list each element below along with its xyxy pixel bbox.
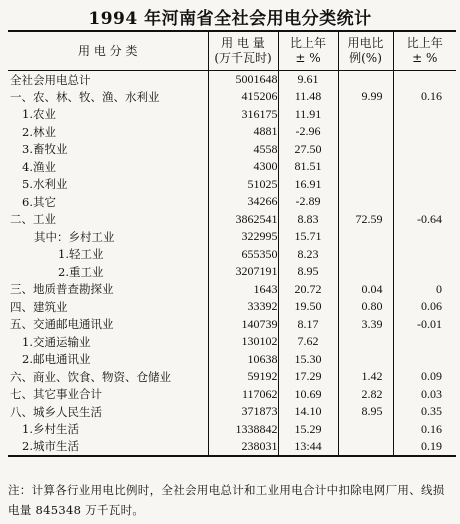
table-row <box>8 298 456 316</box>
row-ratio: 2.82 <box>338 386 393 404</box>
electricity-table <box>8 30 456 457</box>
row-category: 1.轻工业 <box>58 247 104 262</box>
row-category: 5.水利业 <box>22 177 68 192</box>
table-row <box>8 263 456 281</box>
table-row <box>8 88 456 106</box>
row-ratio-yoy <box>393 246 456 264</box>
row-usage: 51025 <box>208 176 278 194</box>
row-ratio <box>338 193 393 211</box>
row-ratio-yoy <box>393 263 456 281</box>
row-ratio: 72.59 <box>338 211 393 229</box>
row-yoy: 9.61 <box>278 71 338 89</box>
row-ratio-yoy: 0.06 <box>393 298 456 316</box>
row-category: 1.农业 <box>22 107 56 122</box>
row-category: 4.渔业 <box>22 159 56 174</box>
row-ratio-yoy <box>393 228 456 246</box>
table-row <box>8 158 456 176</box>
row-category: 2.邮电通讯业 <box>22 352 91 367</box>
table-row <box>8 193 456 211</box>
row-usage: 33392 <box>208 298 278 316</box>
row-yoy: 16.91 <box>278 176 338 194</box>
row-ratio: 0.80 <box>338 298 393 316</box>
row-ratio-yoy: 0.16 <box>393 88 456 106</box>
row-ratio: 0.04 <box>338 281 393 299</box>
row-ratio-yoy: 0.16 <box>393 421 456 439</box>
row-ratio <box>338 158 393 176</box>
row-ratio: 3.39 <box>338 316 393 334</box>
row-yoy: 14.10 <box>278 403 338 421</box>
row-ratio-yoy: -0.64 <box>393 211 456 229</box>
row-usage: 322995 <box>208 228 278 246</box>
row-yoy: 19.50 <box>278 298 338 316</box>
table-row <box>8 281 456 299</box>
row-usage: 130102 <box>208 333 278 351</box>
row-ratio <box>338 438 393 456</box>
table-row <box>8 211 456 229</box>
header-yoy: 比上年 ± % <box>278 31 338 71</box>
row-category: 五、交通邮电通讯业 <box>10 317 114 332</box>
row-ratio-yoy <box>393 71 456 89</box>
row-yoy: 17.29 <box>278 368 338 386</box>
row-usage: 4300 <box>208 158 278 176</box>
row-category: 三、地质普查勘探业 <box>10 282 114 297</box>
row-usage: 3207191 <box>208 263 278 281</box>
row-usage: 59192 <box>208 368 278 386</box>
row-yoy: 15.71 <box>278 228 338 246</box>
header-row <box>8 31 456 71</box>
row-category: 全社会用电总计 <box>10 72 91 87</box>
row-ratio <box>338 263 393 281</box>
row-category: 3.畜牧业 <box>22 142 68 157</box>
row-ratio <box>338 351 393 369</box>
table-row <box>8 141 456 159</box>
row-ratio: 1.42 <box>338 368 393 386</box>
row-usage: 4881 <box>208 123 278 141</box>
table-row <box>8 403 456 421</box>
row-yoy: 20.72 <box>278 281 338 299</box>
row-yoy: 8.95 <box>278 263 338 281</box>
row-usage: 316175 <box>208 106 278 124</box>
row-ratio-yoy: 0.09 <box>393 368 456 386</box>
row-yoy: 8.83 <box>278 211 338 229</box>
table-row <box>8 246 456 264</box>
row-usage: 5001648 <box>208 71 278 89</box>
row-ratio <box>338 123 393 141</box>
row-category: 1.乡村生活 <box>22 422 79 437</box>
row-ratio <box>338 246 393 264</box>
row-ratio <box>338 106 393 124</box>
table-row <box>8 106 456 124</box>
row-usage: 238031 <box>208 438 278 456</box>
table-row <box>8 351 456 369</box>
table-row <box>8 386 456 404</box>
row-category: 6.其它 <box>22 194 56 209</box>
row-ratio <box>338 71 393 89</box>
row-category: 一、农、林、牧、渔、水利业 <box>10 89 160 104</box>
table-row <box>8 333 456 351</box>
row-usage: 415206 <box>208 88 278 106</box>
row-ratio <box>338 141 393 159</box>
row-category: 四、建筑业 <box>10 299 68 314</box>
table-row <box>8 228 456 246</box>
row-usage: 1338842 <box>208 421 278 439</box>
row-ratio-yoy <box>393 158 456 176</box>
footnote: 注：计算各行业用电比例时，全社会用电总计和工业用电合计中扣除电网厂用、线损电量 845348 万千瓦时。 <box>8 483 445 517</box>
row-usage: 3862541 <box>208 211 278 229</box>
row-ratio-yoy: -0.01 <box>393 316 456 334</box>
row-ratio-yoy <box>393 193 456 211</box>
row-ratio-yoy: 0.35 <box>393 403 456 421</box>
row-yoy: 11.91 <box>278 106 338 124</box>
table-row <box>8 368 456 386</box>
table-body <box>8 71 456 456</box>
row-ratio <box>338 421 393 439</box>
row-category: 二、工业 <box>10 212 56 227</box>
row-yoy: 15.29 <box>278 421 338 439</box>
row-yoy: -2.89 <box>278 193 338 211</box>
row-yoy: -2.96 <box>278 123 338 141</box>
row-usage: 117062 <box>208 386 278 404</box>
row-yoy: 10.69 <box>278 386 338 404</box>
row-ratio-yoy <box>393 333 456 351</box>
header-category: 用 电 分 类 <box>8 31 208 71</box>
row-ratio-yoy <box>393 351 456 369</box>
row-usage: 1643 <box>208 281 278 299</box>
row-ratio <box>338 333 393 351</box>
table-row <box>8 123 456 141</box>
table-row <box>8 438 456 456</box>
row-ratio-yoy: 0.19 <box>393 438 456 456</box>
row-category: 八、城乡人民生活 <box>10 404 102 419</box>
row-usage: 655350 <box>208 246 278 264</box>
row-usage: 4558 <box>208 141 278 159</box>
header-ratio: 用电比 例(%) <box>338 31 393 71</box>
table-row <box>8 71 456 89</box>
row-category: 1.交通运输业 <box>22 334 91 349</box>
row-ratio <box>338 176 393 194</box>
row-category: 七、其它事业合计 <box>10 387 102 402</box>
row-category: 2.重工业 <box>58 264 104 279</box>
row-ratio-yoy <box>393 141 456 159</box>
row-ratio-yoy <box>393 123 456 141</box>
row-yoy: 8.17 <box>278 316 338 334</box>
row-usage: 140739 <box>208 316 278 334</box>
row-usage: 34266 <box>208 193 278 211</box>
row-category: 2.城市生活 <box>8 438 208 456</box>
table-row <box>8 176 456 194</box>
row-ratio <box>338 228 393 246</box>
header-usage: 用 电 量 (万千瓦时) <box>208 31 278 71</box>
row-ratio-yoy <box>393 106 456 124</box>
row-ratio-yoy: 0.03 <box>393 386 456 404</box>
row-ratio-yoy <box>393 176 456 194</box>
header-ratio-yoy: 比上年 ± % <box>393 31 456 71</box>
page-title: 1994 年河南省全社会用电分类统计 <box>88 9 372 29</box>
row-category: 其中：乡村工业 <box>34 229 115 244</box>
row-usage: 371873 <box>208 403 278 421</box>
row-usage: 10638 <box>208 351 278 369</box>
row-yoy: 7.62 <box>278 333 338 351</box>
row-ratio: 8.95 <box>338 403 393 421</box>
row-category: 六、商业、饮食、物资、仓储业 <box>10 369 171 384</box>
row-yoy: 8.23 <box>278 246 338 264</box>
row-yoy: 81.51 <box>278 158 338 176</box>
row-ratio-yoy: 0 <box>393 281 456 299</box>
row-ratio: 9.99 <box>338 88 393 106</box>
row-yoy: 11.48 <box>278 88 338 106</box>
table-row <box>8 421 456 439</box>
row-category: 2.林业 <box>22 124 56 139</box>
table-row <box>8 316 456 334</box>
row-yoy: 13:44 <box>278 438 338 456</box>
row-yoy: 27.50 <box>278 141 338 159</box>
row-yoy: 15.30 <box>278 351 338 369</box>
